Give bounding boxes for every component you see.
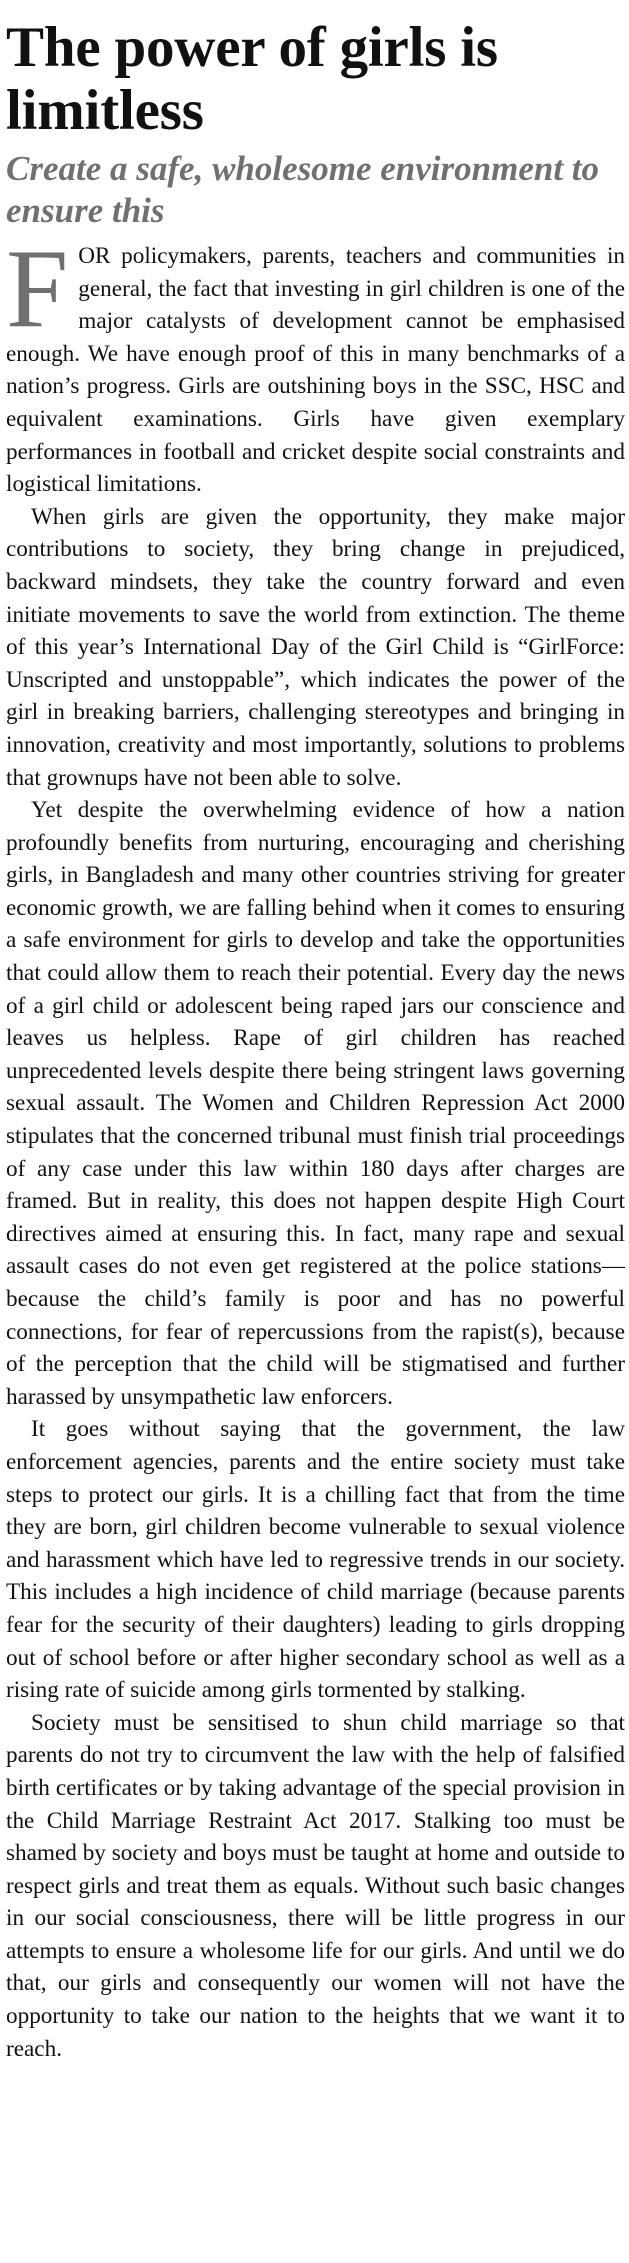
- headline: The power of girls is limitless: [6, 16, 498, 142]
- paragraph-5: Society must be sensitised to shun child marriage so that parents do not try to circumvent the law with the help of falsified birth certificates or by taking advantage of the special provision in the Child Marriage Restraint Act 2017. Stalking too must be shamed by society and boys must be taught at home and outside to respect girls and treat them as equals. Without such basic changes in our social consciousness, there will be little progress in our attempts to ensure a wholesome life for our girls. And until we do that, our girls and consequently our women will not have the opportunity to take our nation to the heights that we want it to reach.: [6, 1709, 625, 2062]
- drop-cap: F: [6, 227, 69, 351]
- paragraph-1: [6, 227, 625, 501]
- paragraph-2: When girls are given the opportunity, they make major contributions to society, they bring change in prejudiced, backward mindsets, they take the country forward and even initiate movements to save the world from extinction. The theme of this year’s International Day of the Girl Child is “GirlForce: Unscripted and unstoppable”, which indicates the power of the girl in breaking barriers, challenging stereotypes and bringing in innovation, creativity and most importantly, solutions to problems that grownups have not been able to solve.: [6, 503, 625, 791]
- paragraph-4: It goes without saying that the government, the law enforcement agencies, parents and the entire society must take steps to protect our girls. It is a chilling fact that from the time they are born, girl children become vulnerable to sexual violence and harassment which have led to regressive trends in our society. This includes a high incidence of child marriage (because parents fear for the security of their daughters) leading to girls dropping out of school before or after higher secondary school as well as a rising rate of suicide among girls tormented by stalking.: [6, 1416, 625, 1704]
- subheadline: Create a safe, wholesome environment to ensure this: [6, 149, 600, 230]
- article: [6, 16, 625, 2065]
- paragraph-1-text: OR policymakers, parents, teachers and communities in general, the fact that investing in girl children is one of the major catalysts of development cannot be emphasised enough. We have enough proof of this in many benchmarks of a nation’s progress. Girls are outshining boys in the SSC, HSC and equivalent examinations. Girls have given exemplary performances in football and cricket despite social constraints and logistical limitations.: [6, 243, 625, 498]
- paragraph-3: Yet despite the overwhelming evidence of how a nation profoundly benefits from nurturing, encouraging and cherishing girls, in Bangladesh and many other countries striving for greater economic growth, we are falling behind when it comes to ensuring a safe environment for girls to develop and take the opportunities that could allow them to reach their potential. Every day the news of a girl child or adolescent being raped jars our conscience and leaves us helpless. Rape of girl children has reached unprecedented levels despite there being stringent laws governing sexual assault. The Women and Children Repression Act 2000 stipulates that the concerned tribunal must finish trial proceedings of any case under this law within 180 days after charges are framed. But in reality, this does not happen despite High Court directives aimed at ensuring this. In fact, many rape and sexual assault cases do not even get registered at the police stations—because the child’s family is poor and has no powerful connections, for fear of repercussions from the rapist(s), because of the perception that the child will be stigmatised and further harassed by unsympathetic law enforcers.: [6, 797, 625, 1410]
- article-body: [6, 227, 625, 2065]
